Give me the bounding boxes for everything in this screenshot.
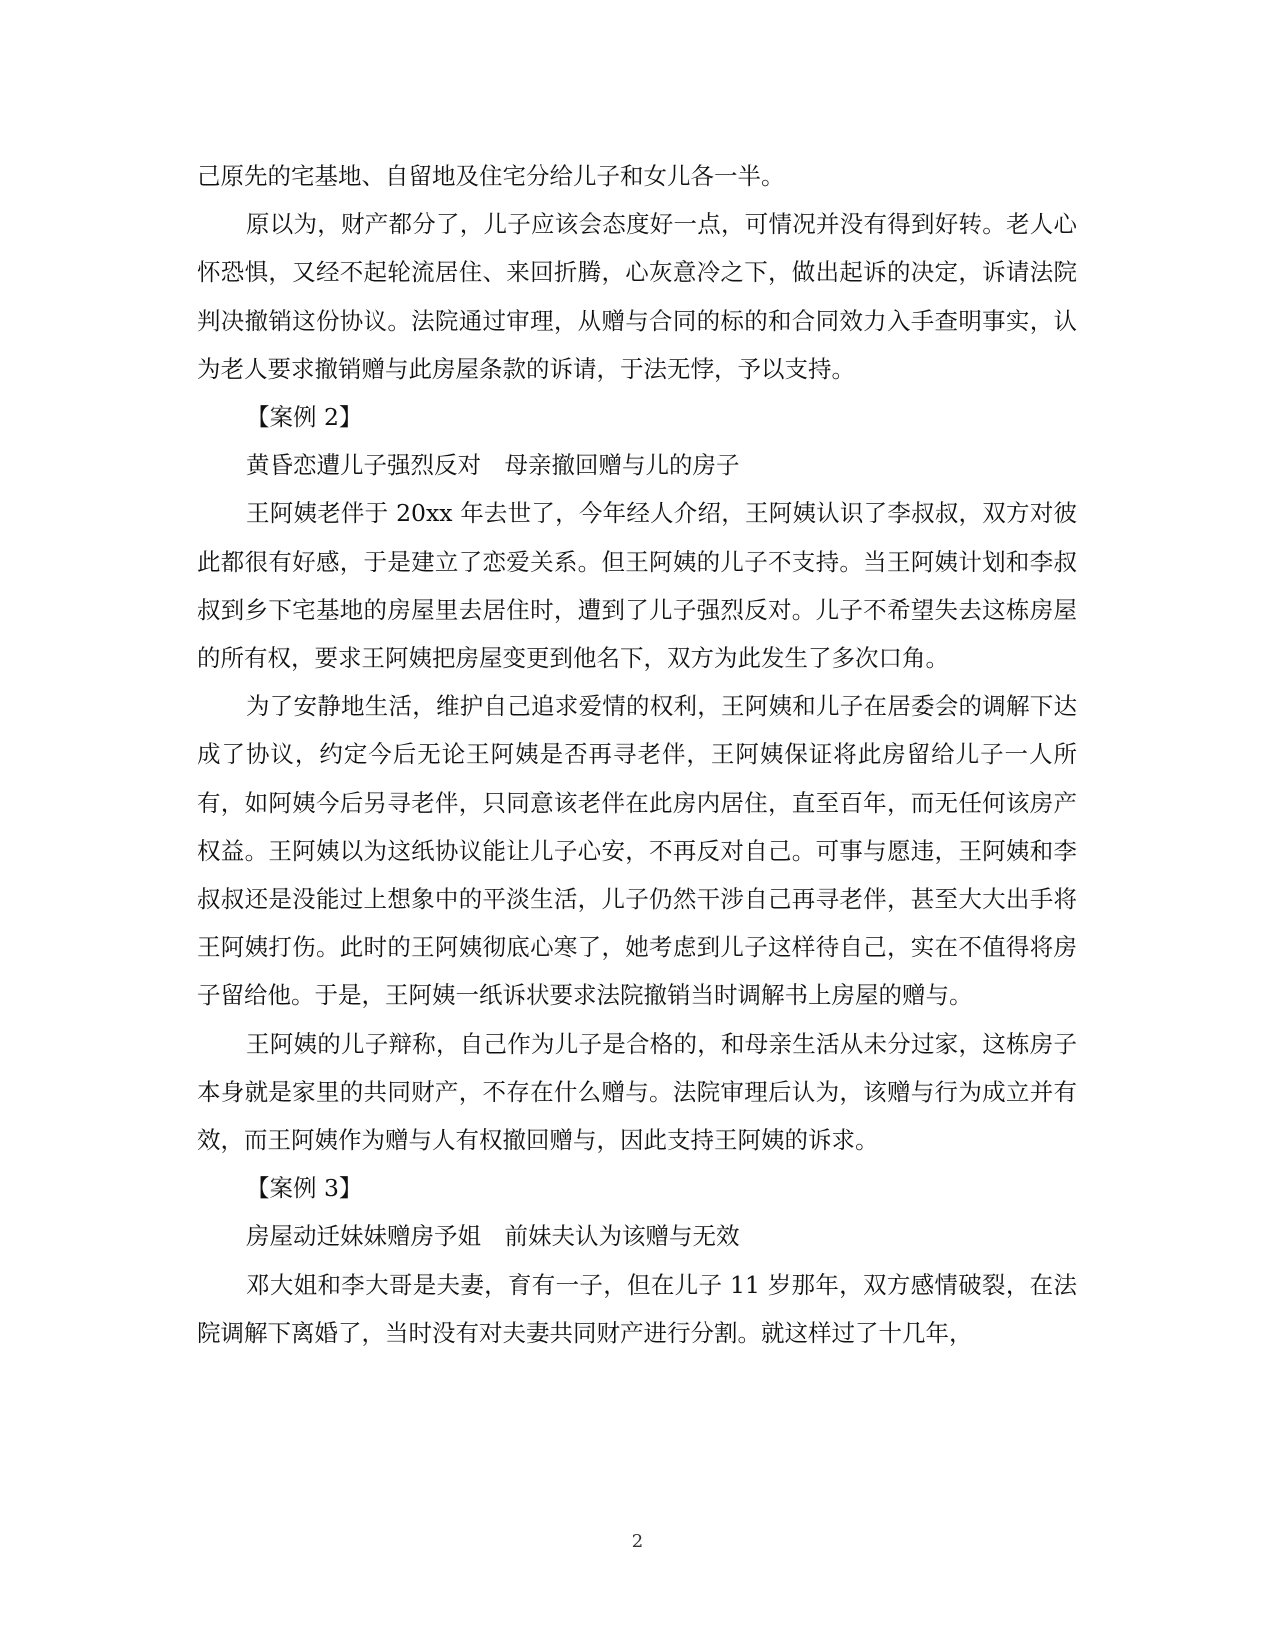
paragraph-continuation: 己原先的宅基地、自留地及住宅分给儿子和女儿各一半。 <box>197 162 785 190</box>
case-3-heading: 【案例 3】 <box>246 1174 363 1203</box>
case-2-title: 黄昏恋遭儿子强烈反对 母亲撤回赠与儿的房子 <box>246 451 740 480</box>
document-body <box>197 152 1077 1357</box>
paragraph-case2-judgment: 王阿姨的儿子辩称，自己作为儿子是合格的，和母亲生活从未分过家，这栋房子本身就是家里的共同财产，不存在什么赠与。法院审理后认为，该赠与行为成立并有效，而王阿姨作为赠与人有权撤回赠与，因此支持王阿姨的诉求。 <box>197 1029 1077 1155</box>
paragraph-case1-outcome: 原以为，财产都分了，儿子应该会态度好一点，可情况并没有得到好转。老人心怀恐惧，又经不起轮流居住、来回折腾，心灰意冷之下，做出起诉的决定，诉请法院判决撤销这份协议。法院通过审理，从赠与合同的标的和合同效力入手查明事实，认为老人要求撤销赠与此房屋条款的诉请，于法无悖，予以支持。 <box>197 210 1077 383</box>
paragraph-case2-background: 王阿姨老伴于 20xx 年去世了，今年经人介绍，王阿姨认识了李叔叔，双方对彼此都很有好感，于是建立了恋爱关系。但王阿姨的儿子不支持。当王阿姨计划和李叔叔到乡下宅基地的房屋里去居住时，遭到了儿子强烈反对。儿子不希望失去这栋房屋的所有权，要求王阿姨把房屋变更到他名下，双方为此发生了多次口角。 <box>197 499 1077 673</box>
case-2-heading: 【案例 2】 <box>246 403 363 432</box>
case-3-title: 房屋动迁妹妹赠房予姐 前妹夫认为该赠与无效 <box>246 1222 740 1251</box>
paragraph-case3-background: 邓大姐和李大哥是夫妻，育有一子，但在儿子 11 岁那年，双方感情破裂，在法院调解下离婚了，当时没有对夫妻共同财产进行分割。就这样过了十几年， <box>197 1270 1077 1347</box>
paragraph-case2-agreement: 为了安静地生活，维护自己追求爱情的权利，王阿姨和儿子在居委会的调解下达成了协议，约定今后无论王阿姨是否再寻老伴，王阿姨保证将此房留给儿子一人所有，如阿姨今后另寻老伴，只同意该老伴在此房内居住，直至百年，而无任何该房产权益。王阿姨以为这纸协议能让儿子心安，不再反对自己。可事与愿违，王阿姨和李叔叔还是没能过上想象中的平淡生活，儿子仍然干涉自己再寻老伴，甚至大大出手将王阿姨打伤。此时的王阿姨彻底心寒了，她考虑到儿子这样待自己，实在不值得将房子留给他。于是，王阿姨一纸诉状要求法院撤销当时调解书上房屋的赠与。 <box>197 692 1077 1010</box>
page-number: 2 <box>631 1531 644 1552</box>
